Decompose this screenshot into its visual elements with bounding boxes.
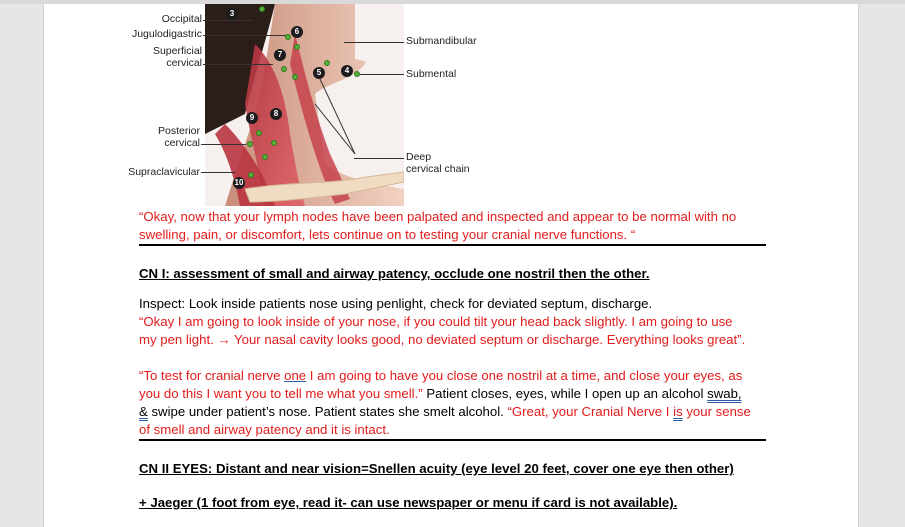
cn2-jaeger: + Jaeger (1 foot from eye, read it- can use newspaper or menu if card is not available).	[139, 495, 678, 510]
lymph-node-dot	[256, 130, 262, 136]
lymph-node-dot	[294, 44, 300, 50]
cn1-quote-line-2	[139, 331, 745, 349]
node-marker: 8	[270, 108, 282, 120]
node-marker: 5	[313, 67, 325, 79]
document-page	[43, 4, 859, 527]
node-marker: 4	[341, 65, 353, 77]
label-deep: Deep	[406, 151, 432, 163]
cn1-test-line-2	[139, 385, 742, 403]
text-run: swipe under patient’s nose. Patient states she smelt alcohol.	[147, 404, 508, 419]
cn1-test-line-4: of smell and airway patency and it is intact.	[139, 422, 390, 437]
label-submental: Submental	[406, 68, 457, 80]
label-submandibular: Submandibular	[406, 35, 477, 47]
cn2-heading: CN II EYES: Distant and near vision=Snellen acuity (eye level 20 feet, cover one eye then other)	[139, 461, 734, 476]
text-run: Patient closes, eyes, while I open up an alcohol	[422, 386, 708, 401]
cn1-quote-line-1: “Okay I am going to look inside of your nose, if you could tilt your head back slightly. I am going to use	[139, 314, 733, 329]
lymph-node-dot	[248, 172, 254, 178]
lymph-node-dot	[271, 140, 277, 146]
node-marker: 9	[246, 112, 258, 124]
grammar-flag-word: is	[673, 404, 683, 419]
leader-line	[203, 64, 273, 65]
cn1-heading: CN I: assessment of small and airway patency, occlude one nostril then the other.	[139, 266, 650, 281]
lymph-node-dot	[281, 66, 287, 72]
lymph-node-dot	[262, 154, 268, 160]
label-superficial: Superficial	[152, 45, 202, 57]
text-run: my pen light.	[139, 332, 218, 347]
leader-line	[203, 20, 253, 21]
text-run: you do this I want you to tell me what you smell.”	[139, 386, 423, 401]
label-posterior-cervical: cervical	[164, 137, 200, 149]
node-marker: 10	[234, 178, 244, 187]
arrow-right-icon: →	[217, 332, 231, 347]
label-posterior: Posterior	[157, 125, 200, 137]
label-deep-cervical-chain: cervical chain	[406, 163, 470, 175]
cn1-test-line-1	[139, 367, 742, 385]
grammar-flag-word: swab,	[707, 386, 742, 401]
lymph-node-dot	[247, 141, 253, 147]
leader-line	[354, 158, 404, 159]
label-jugulodigastric: Jugulodigastric	[131, 28, 202, 40]
text-run: Your nasal cavity looks good, no deviated septum or discharge. Everything looks great”.	[230, 332, 746, 347]
leader-line	[344, 42, 404, 43]
text-run: your sense	[682, 404, 751, 419]
text-run: I am going to have you close one nostril at a time, and close your eyes, as	[306, 368, 743, 383]
spell-flag-word: one	[284, 368, 307, 383]
lymph-quote-line-2: swelling, pain, or discomfort, lets continue on to testing your cranial nerve functions. “	[139, 227, 636, 242]
text-run: “Great, your Cranial Nerve I	[507, 404, 674, 419]
node-marker: 3	[226, 8, 238, 20]
section-divider	[139, 439, 766, 441]
label-superficial-cervical: cervical	[166, 57, 202, 69]
cn1-test-line-3	[139, 403, 751, 421]
lymph-quote-line-1: “Okay, now that your lymph nodes have been palpated and inspected and appear to be normal with no	[139, 209, 737, 224]
cn1-inspect: Inspect: Look inside patients nose using penlight, check for deviated septum, discharge.	[139, 296, 653, 311]
text-run: “To test for cranial nerve	[139, 368, 285, 383]
section-divider	[139, 244, 766, 246]
leader-line	[359, 74, 404, 75]
node-marker: 6	[291, 26, 303, 38]
lymph-node-dot	[324, 60, 330, 66]
grammar-flag-word: &	[139, 404, 148, 419]
leader-line	[201, 172, 236, 173]
lymph-node-dot	[354, 71, 360, 77]
label-occipital: Occipital	[161, 13, 202, 25]
node-marker: 7	[274, 49, 286, 61]
lymph-node-dot	[259, 6, 265, 12]
leader-line	[203, 35, 288, 36]
lymph-node-dot	[285, 34, 291, 40]
label-supraclavicular: Supraclavicular	[128, 166, 200, 178]
leader-line	[201, 144, 246, 145]
lymph-node-dot	[292, 74, 298, 80]
